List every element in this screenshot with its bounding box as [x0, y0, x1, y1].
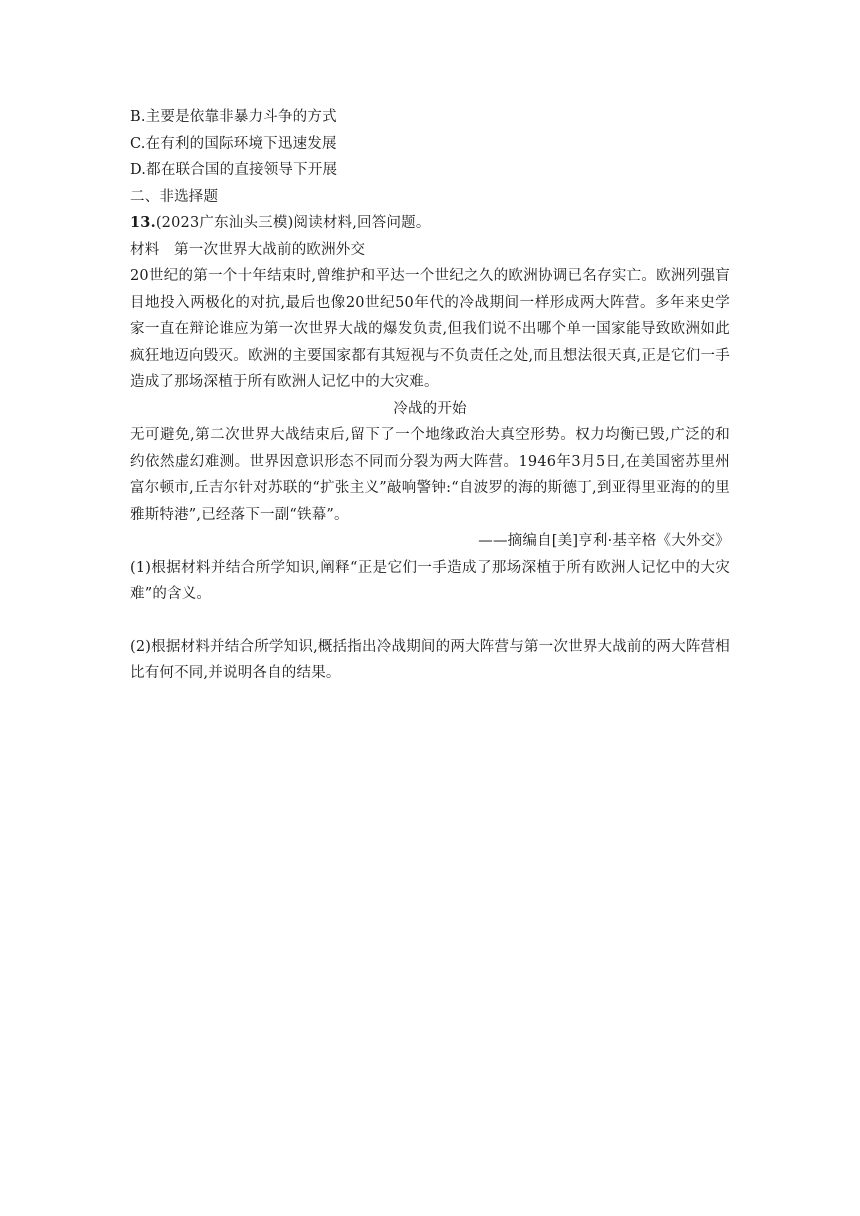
material-label: 材料 第一次世界大战前的欧洲外交: [130, 241, 366, 258]
material-paragraph-1: 20世纪的第一个十年结束时,曾维护和平达一个世纪之久的欧洲协调已名存实亡。欧洲列强盲目地投入两极化的对抗,最后也像20世纪50年代的冷战期间一样形成两大阵营。多年来史学家一直在辩论谁应为第一次世界大战的爆发负责,但我们说不出哪个单一国家能导致欧洲如此疯狂地迈向毁灭。欧洲的主要国家都有其短视与不负责任之处,而且想法很天真,正是它们一手造成了那场深植于所有欧洲人记忆中的大灾难。: [130, 268, 730, 390]
option-b: B.主要是依靠非暴力斗争的方式: [130, 109, 337, 125]
option-d: D.都在联合国的直接领导下开展: [130, 162, 338, 178]
question-source: (2023广东汕头三模)阅读材料,回答问题。: [155, 215, 431, 231]
answer-space-1: [130, 608, 730, 634]
document-page: [130, 104, 730, 687]
material-subtitle: 冷战的开始: [393, 400, 467, 417]
question-number: 13.: [130, 214, 156, 231]
sub-question-1: (1)根据材料并结合所学知识,阐释“正是它们一手造成了那场深植于所有欧洲人记忆中的大灾难”的含义。: [130, 559, 730, 602]
option-c: C.在有利的国际环境下迅速发展: [130, 135, 337, 152]
material-paragraph-2: 无可避免,第二次世界大战结束后,留下了一个地缘政治大真空形势。权力均衡已毁,广泛的和约依然虚幻难测。世界因意识形态不同而分裂为两大阵营。1946年3月5日,在美国密苏里州富尔顿市,丘吉尔针对苏联的“扩张主义”敲响警钟:“自波罗的海的斯德丁,到亚得里亚海的的里雅斯特港”,已经落下一副“铁幕”。: [130, 427, 730, 523]
sub-question-2: (2)根据材料并结合所学知识,概括指出冷战期间的两大阵营与第一次世界大战前的两大阵营相比有何不同,并说明各自的结果。: [130, 638, 730, 681]
section-title: 二、非选择题: [130, 188, 219, 205]
material-citation: ——摘编自[美]亨利·基辛格《大外交》: [478, 533, 730, 549]
question-header: [130, 210, 730, 237]
